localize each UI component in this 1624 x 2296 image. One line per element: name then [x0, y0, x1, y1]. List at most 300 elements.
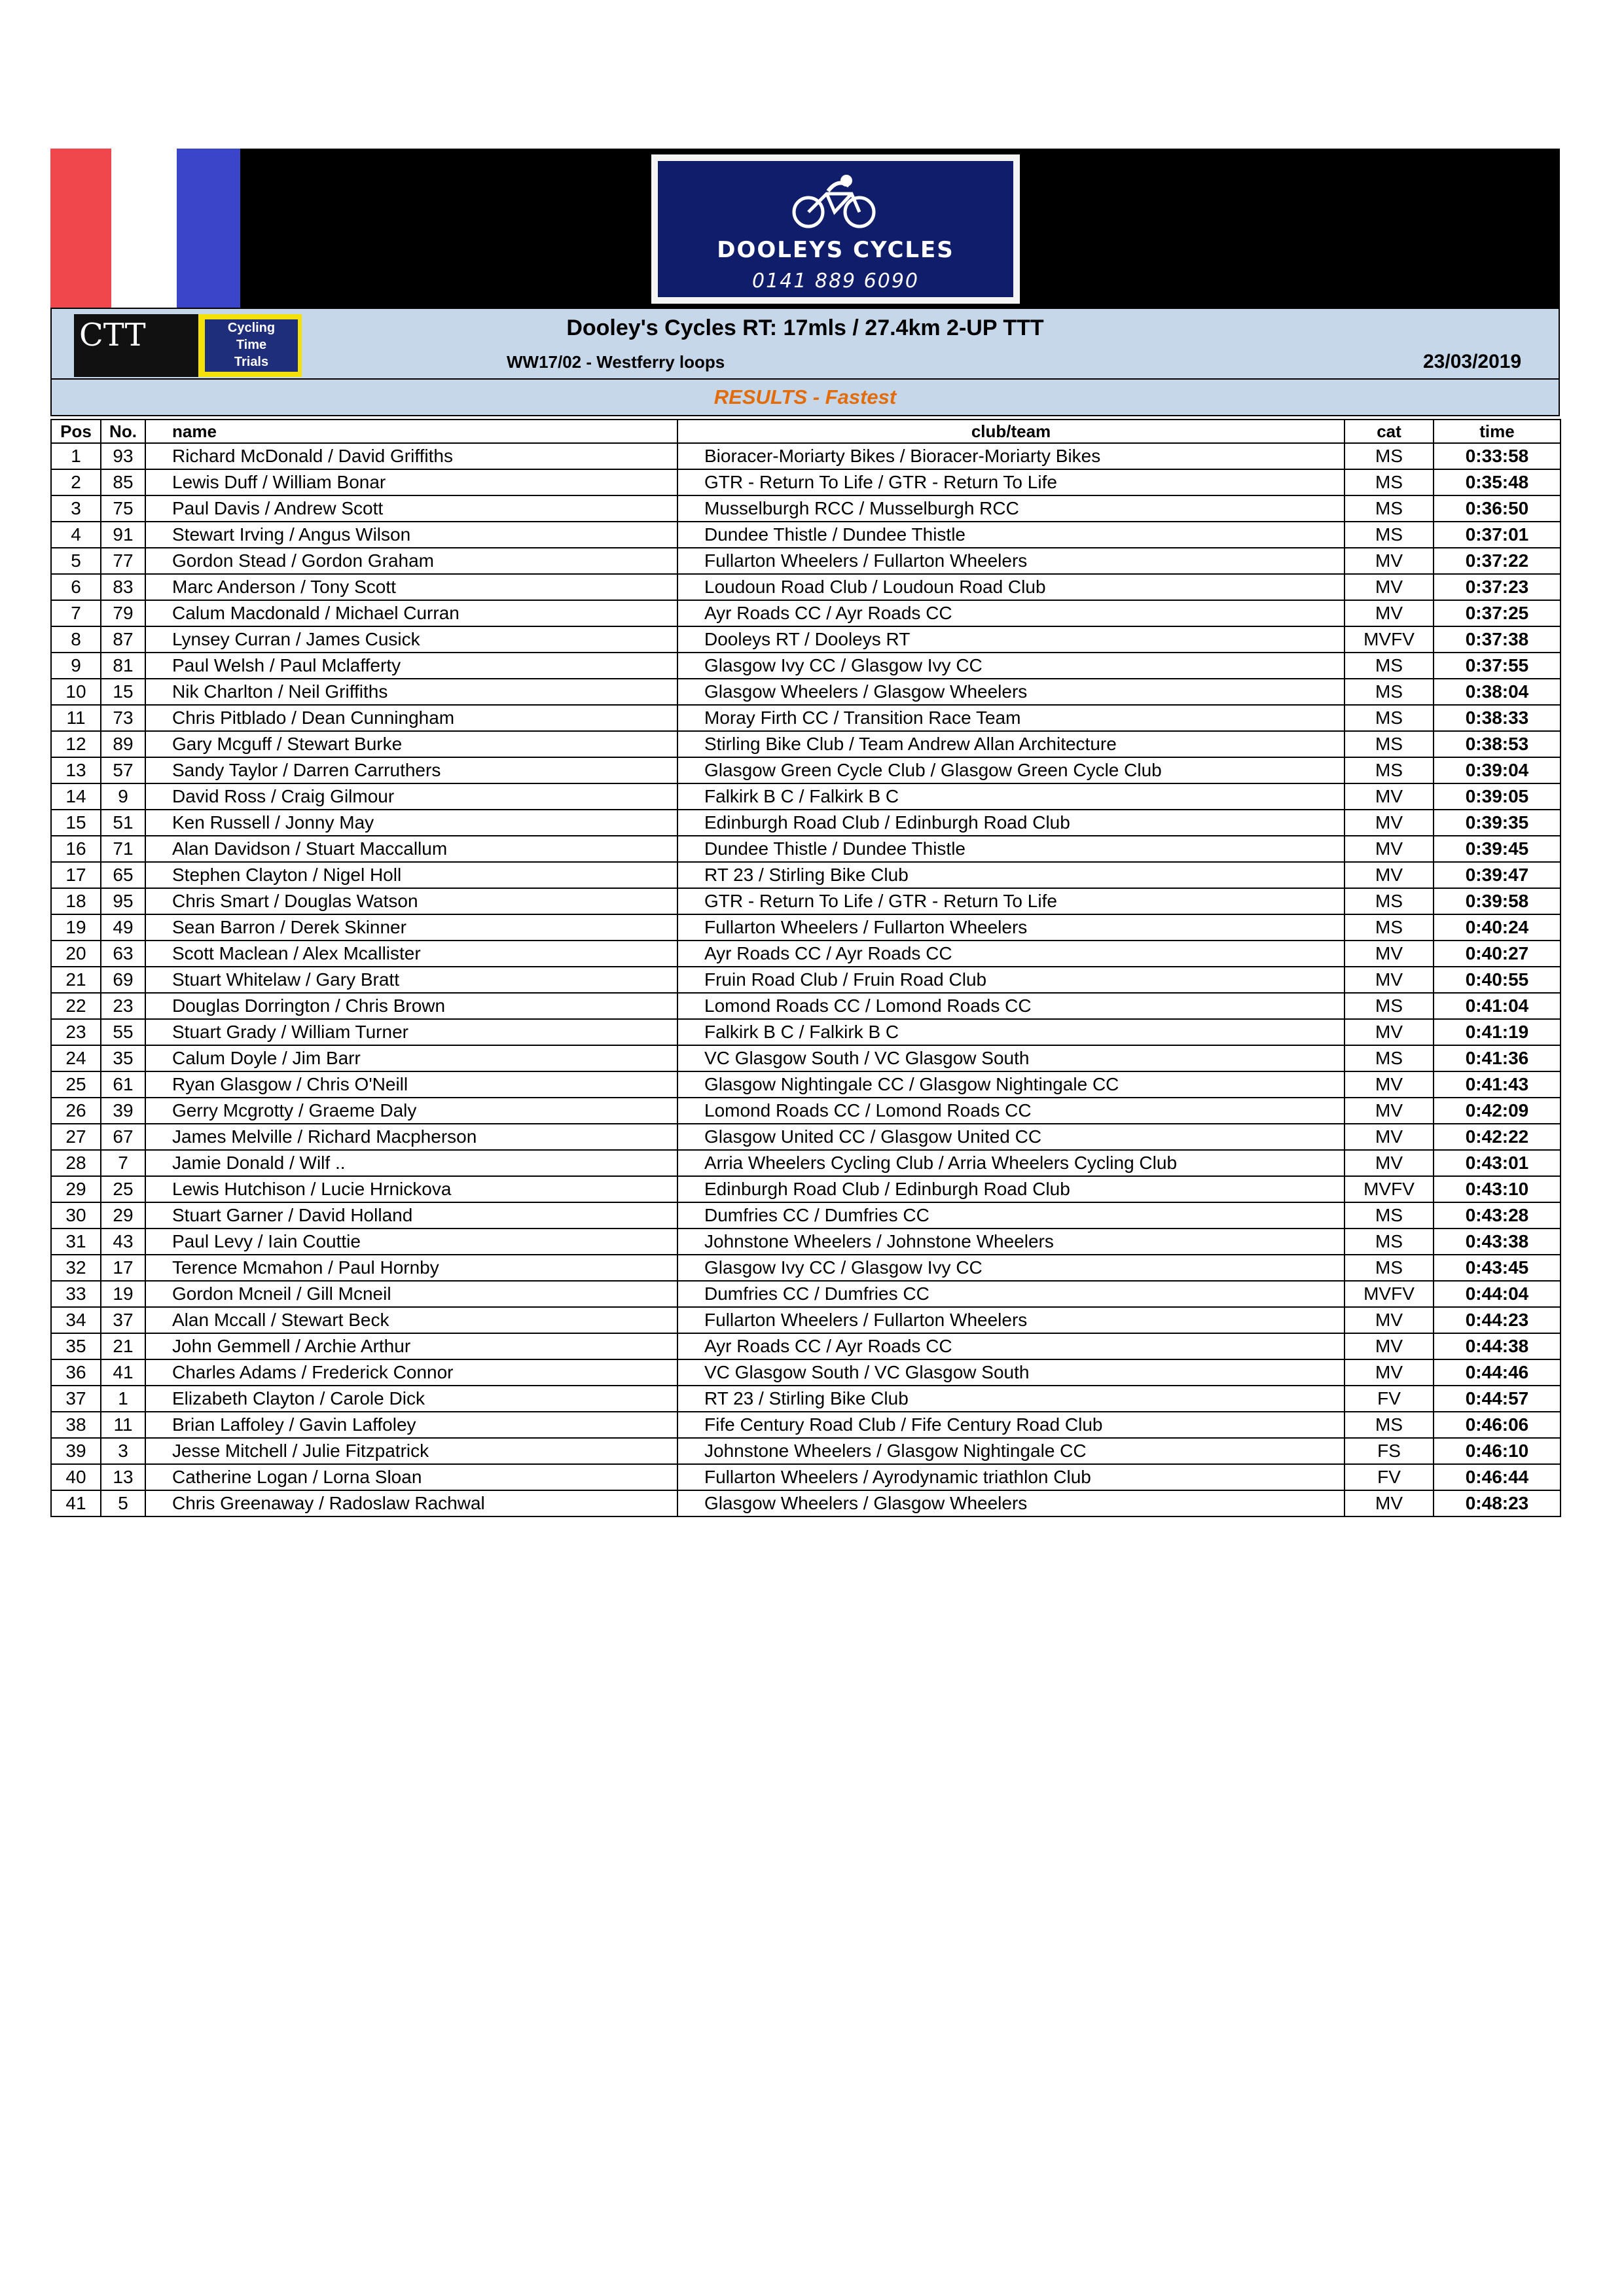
cell-pos: 21	[51, 967, 101, 993]
cell-pos: 39	[51, 1438, 101, 1464]
cell-club: Stirling Bike Club / Team Andrew Allan Architecture	[677, 731, 1344, 757]
cell-club: Falkirk B C / Falkirk B C	[677, 783, 1344, 810]
cell-pos: 16	[51, 836, 101, 862]
cell-club: Johnstone Wheelers / Johnstone Wheelers	[677, 1229, 1344, 1255]
cell-club: Dundee Thistle / Dundee Thistle	[677, 522, 1344, 548]
cell-pos: 10	[51, 679, 101, 705]
cell-time: 0:44:04	[1434, 1281, 1561, 1307]
cell-number: 67	[101, 1124, 145, 1150]
cell-name: Douglas Dorrington / Chris Brown	[145, 993, 677, 1019]
cell-club: Glasgow Ivy CC / Glasgow Ivy CC	[677, 653, 1344, 679]
cell-number: 81	[101, 653, 145, 679]
cell-club: Glasgow United CC / Glasgow United CC	[677, 1124, 1344, 1150]
cell-number: 25	[101, 1176, 145, 1202]
cell-time: 0:33:58	[1434, 443, 1561, 469]
cell-cat: MV	[1344, 1098, 1434, 1124]
cell-cat: MV	[1344, 1307, 1434, 1333]
cell-time: 0:38:33	[1434, 705, 1561, 731]
sponsor-name: DOOLEYS CYCLES	[717, 237, 954, 263]
table-row	[51, 1438, 1561, 1464]
ctt-letters: CTT	[79, 317, 146, 353]
cell-pos: 38	[51, 1412, 101, 1438]
table-row	[51, 941, 1561, 967]
cell-name: Brian Laffoley / Gavin Laffoley	[145, 1412, 677, 1438]
cell-number: 91	[101, 522, 145, 548]
cell-number: 89	[101, 731, 145, 757]
cell-cat: MS	[1344, 888, 1434, 914]
ctt-caption-line: Cycling	[227, 321, 276, 335]
cell-number: 3	[101, 1438, 145, 1464]
cell-club: Loudoun Road Club / Loudoun Road Club	[677, 574, 1344, 600]
title-panel	[50, 308, 1560, 380]
cell-cat: MV	[1344, 967, 1434, 993]
cell-number: 63	[101, 941, 145, 967]
cell-number: 79	[101, 600, 145, 626]
cell-cat: MS	[1344, 653, 1434, 679]
cell-cat: MS	[1344, 914, 1434, 941]
cell-club: Ayr Roads CC / Ayr Roads CC	[677, 1333, 1344, 1359]
table-row	[51, 1307, 1561, 1333]
cell-club: Fullarton Wheelers / Fullarton Wheelers	[677, 548, 1344, 574]
table-row	[51, 1150, 1561, 1176]
cell-number: 41	[101, 1359, 145, 1386]
cell-time: 0:35:48	[1434, 469, 1561, 495]
cell-cat: MV	[1344, 1490, 1434, 1516]
table-row	[51, 1176, 1561, 1202]
sponsor-logo	[658, 161, 1013, 297]
cell-time: 0:43:45	[1434, 1255, 1561, 1281]
cell-cat: MV	[1344, 1124, 1434, 1150]
column-header-name: name	[145, 420, 677, 443]
table-row	[51, 1464, 1561, 1490]
cell-pos: 5	[51, 548, 101, 574]
cell-pos: 17	[51, 862, 101, 888]
cell-cat: MS	[1344, 495, 1434, 522]
cell-cat: MVFV	[1344, 1281, 1434, 1307]
cell-number: 93	[101, 443, 145, 469]
cell-cat: MV	[1344, 810, 1434, 836]
cell-name: Stewart Irving / Angus Wilson	[145, 522, 677, 548]
cell-time: 0:38:04	[1434, 679, 1561, 705]
cell-pos: 9	[51, 653, 101, 679]
cell-number: 51	[101, 810, 145, 836]
cell-club: Musselburgh RCC / Musselburgh RCC	[677, 495, 1344, 522]
cell-number: 23	[101, 993, 145, 1019]
cell-name: Charles Adams / Frederick Connor	[145, 1359, 677, 1386]
cell-time: 0:40:24	[1434, 914, 1561, 941]
cell-club: RT 23 / Stirling Bike Club	[677, 862, 1344, 888]
cell-time: 0:39:35	[1434, 810, 1561, 836]
cell-time: 0:41:19	[1434, 1019, 1561, 1045]
table-row	[51, 469, 1561, 495]
cell-club: Falkirk B C / Falkirk B C	[677, 1019, 1344, 1045]
cell-cat: MV	[1344, 574, 1434, 600]
cell-number: 61	[101, 1071, 145, 1098]
page-title: Dooley's Cycles RT: 17mls / 27.4km 2-UP TTT	[566, 315, 1044, 340]
cell-time: 0:44:23	[1434, 1307, 1561, 1333]
flag-red-stripe	[50, 149, 111, 308]
cell-club: Glasgow Wheelers / Glasgow Wheelers	[677, 679, 1344, 705]
cell-cat: MV	[1344, 1071, 1434, 1098]
cell-time: 0:38:53	[1434, 731, 1561, 757]
cell-cat: MV	[1344, 941, 1434, 967]
cell-club: Arria Wheelers Cycling Club / Arria Wheelers Cycling Club	[677, 1150, 1344, 1176]
cell-club: GTR - Return To Life / GTR - Return To Life	[677, 469, 1344, 495]
event-date: 23/03/2019	[1423, 351, 1522, 372]
cell-name: Stuart Whitelaw / Gary Bratt	[145, 967, 677, 993]
column-header-pos: Pos	[51, 420, 101, 443]
cell-name: Jesse Mitchell / Julie Fitzpatrick	[145, 1438, 677, 1464]
cell-number: 69	[101, 967, 145, 993]
cell-time: 0:39:45	[1434, 836, 1561, 862]
cell-name: Elizabeth Clayton / Carole Dick	[145, 1386, 677, 1412]
cell-time: 0:43:10	[1434, 1176, 1561, 1202]
table-row	[51, 574, 1561, 600]
table-row	[51, 626, 1561, 653]
table-row	[51, 705, 1561, 731]
cell-cat: FV	[1344, 1464, 1434, 1490]
cell-pos: 25	[51, 1071, 101, 1098]
cell-name: Chris Greenaway / Radoslaw Rachwal	[145, 1490, 677, 1516]
cell-cat: MV	[1344, 783, 1434, 810]
table-row	[51, 862, 1561, 888]
cell-name: Lewis Duff / William Bonar	[145, 469, 677, 495]
cell-time: 0:37:01	[1434, 522, 1561, 548]
cell-pos: 15	[51, 810, 101, 836]
cell-time: 0:41:43	[1434, 1071, 1561, 1098]
cell-name: Paul Welsh / Paul Mclafferty	[145, 653, 677, 679]
cell-number: 43	[101, 1229, 145, 1255]
cell-cat: MS	[1344, 1255, 1434, 1281]
cell-time: 0:46:44	[1434, 1464, 1561, 1490]
cell-pos: 14	[51, 783, 101, 810]
cell-cat: MS	[1344, 993, 1434, 1019]
cell-club: Fife Century Road Club / Fife Century Road Club	[677, 1412, 1344, 1438]
cell-number: 85	[101, 469, 145, 495]
cell-club: VC Glasgow South / VC Glasgow South	[677, 1045, 1344, 1071]
cell-pos: 41	[51, 1490, 101, 1516]
cell-name: Chris Pitblado / Dean Cunningham	[145, 705, 677, 731]
cell-time: 0:40:55	[1434, 967, 1561, 993]
cell-cat: MS	[1344, 1229, 1434, 1255]
cell-pos: 1	[51, 443, 101, 469]
cell-time: 0:41:04	[1434, 993, 1561, 1019]
cell-time: 0:39:47	[1434, 862, 1561, 888]
cell-time: 0:37:38	[1434, 626, 1561, 653]
cell-name: Paul Levy / Iain Couttie	[145, 1229, 677, 1255]
table-row	[51, 1124, 1561, 1150]
cell-cat: MV	[1344, 1150, 1434, 1176]
cell-time: 0:46:10	[1434, 1438, 1561, 1464]
cell-club: Fruin Road Club / Fruin Road Club	[677, 967, 1344, 993]
table-row	[51, 1229, 1561, 1255]
bicycle-icon	[789, 171, 880, 234]
cell-pos: 35	[51, 1333, 101, 1359]
cell-cat: MV	[1344, 836, 1434, 862]
cell-club: Lomond Roads CC / Lomond Roads CC	[677, 1098, 1344, 1124]
cell-club: Johnstone Wheelers / Glasgow Nightingale CC	[677, 1438, 1344, 1464]
cell-pos: 7	[51, 600, 101, 626]
cell-club: Moray Firth CC / Transition Race Team	[677, 705, 1344, 731]
cell-club: Dooleys RT / Dooleys RT	[677, 626, 1344, 653]
cell-number: 35	[101, 1045, 145, 1071]
cell-pos: 18	[51, 888, 101, 914]
cell-pos: 36	[51, 1359, 101, 1386]
cell-club: Ayr Roads CC / Ayr Roads CC	[677, 941, 1344, 967]
table-row	[51, 967, 1561, 993]
table-row	[51, 783, 1561, 810]
cell-pos: 22	[51, 993, 101, 1019]
cell-number: 15	[101, 679, 145, 705]
cell-name: Gordon Stead / Gordon Graham	[145, 548, 677, 574]
table-row	[51, 993, 1561, 1019]
cell-cat: MS	[1344, 1045, 1434, 1071]
cell-club: Glasgow Nightingale CC / Glasgow Nightingale CC	[677, 1071, 1344, 1098]
cell-name: Calum Doyle / Jim Barr	[145, 1045, 677, 1071]
cell-number: 13	[101, 1464, 145, 1490]
column-header-club: club/team	[677, 420, 1344, 443]
cell-pos: 34	[51, 1307, 101, 1333]
cell-cat: MV	[1344, 548, 1434, 574]
cell-club: Glasgow Green Cycle Club / Glasgow Green Cycle Club	[677, 757, 1344, 783]
cell-number: 49	[101, 914, 145, 941]
table-row	[51, 1202, 1561, 1229]
sponsor-logo-frame	[651, 154, 1020, 304]
cell-club: GTR - Return To Life / GTR - Return To Life	[677, 888, 1344, 914]
cell-cat: MS	[1344, 522, 1434, 548]
cell-name: Ryan Glasgow / Chris O'Neill	[145, 1071, 677, 1098]
cell-number: 1	[101, 1386, 145, 1412]
column-header-no: No.	[101, 420, 145, 443]
cell-pos: 23	[51, 1019, 101, 1045]
cell-pos: 8	[51, 626, 101, 653]
table-row	[51, 1071, 1561, 1098]
banner	[50, 149, 1560, 308]
cell-pos: 2	[51, 469, 101, 495]
table-row	[51, 888, 1561, 914]
cell-name: Lynsey Curran / James Cusick	[145, 626, 677, 653]
cell-time: 0:42:22	[1434, 1124, 1561, 1150]
cell-club: Dumfries CC / Dumfries CC	[677, 1202, 1344, 1229]
cell-cat: MS	[1344, 1202, 1434, 1229]
cell-club: Dumfries CC / Dumfries CC	[677, 1281, 1344, 1307]
table-row	[51, 600, 1561, 626]
cell-club: Glasgow Ivy CC / Glasgow Ivy CC	[677, 1255, 1344, 1281]
cell-number: 55	[101, 1019, 145, 1045]
cell-name: David Ross / Craig Gilmour	[145, 783, 677, 810]
cell-club: RT 23 / Stirling Bike Club	[677, 1386, 1344, 1412]
cell-number: 39	[101, 1098, 145, 1124]
cell-cat: MS	[1344, 469, 1434, 495]
cell-name: Sandy Taylor / Darren Carruthers	[145, 757, 677, 783]
table-row	[51, 914, 1561, 941]
table-row	[51, 1359, 1561, 1386]
table-row	[51, 548, 1561, 574]
cell-name: Marc Anderson / Tony Scott	[145, 574, 677, 600]
cell-cat: MS	[1344, 757, 1434, 783]
cell-number: 57	[101, 757, 145, 783]
cell-pos: 37	[51, 1386, 101, 1412]
cell-number: 37	[101, 1307, 145, 1333]
cell-name: Stuart Garner / David Holland	[145, 1202, 677, 1229]
cell-club: Bioracer-Moriarty Bikes / Bioracer-Moriarty Bikes	[677, 443, 1344, 469]
cell-club: VC Glasgow South / VC Glasgow South	[677, 1359, 1344, 1386]
cell-time: 0:37:25	[1434, 600, 1561, 626]
cell-pos: 11	[51, 705, 101, 731]
cell-cat: MS	[1344, 731, 1434, 757]
cell-cat: MV	[1344, 1333, 1434, 1359]
cell-time: 0:48:23	[1434, 1490, 1561, 1516]
table-row	[51, 495, 1561, 522]
cell-time: 0:43:01	[1434, 1150, 1561, 1176]
cell-name: Catherine Logan / Lorna Sloan	[145, 1464, 677, 1490]
ctt-caption-line: Trials	[234, 355, 269, 369]
cell-time: 0:44:46	[1434, 1359, 1561, 1386]
cell-pos: 19	[51, 914, 101, 941]
cell-pos: 29	[51, 1176, 101, 1202]
sponsor-phone: 0141 889 6090	[751, 270, 920, 293]
cell-club: Glasgow Wheelers / Glasgow Wheelers	[677, 1490, 1344, 1516]
table-row	[51, 836, 1561, 862]
cell-number: 17	[101, 1255, 145, 1281]
event-subtitle: WW17/02 - Westferry loops	[507, 352, 725, 372]
cell-time: 0:44:57	[1434, 1386, 1561, 1412]
column-header-time: time	[1434, 420, 1561, 443]
cell-cat: MS	[1344, 443, 1434, 469]
ctt-caption-line: Time	[236, 338, 267, 352]
cell-club: Dundee Thistle / Dundee Thistle	[677, 836, 1344, 862]
cell-time: 0:41:36	[1434, 1045, 1561, 1071]
cell-club: Edinburgh Road Club / Edinburgh Road Club	[677, 1176, 1344, 1202]
cell-name: Scott Maclean / Alex Mcallister	[145, 941, 677, 967]
cell-time: 0:43:38	[1434, 1229, 1561, 1255]
flag-blue-stripe	[177, 149, 240, 308]
cell-number: 83	[101, 574, 145, 600]
cell-pos: 30	[51, 1202, 101, 1229]
cell-pos: 26	[51, 1098, 101, 1124]
cell-cat: MV	[1344, 862, 1434, 888]
cell-name: Sean Barron / Derek Skinner	[145, 914, 677, 941]
cell-name: Chris Smart / Douglas Watson	[145, 888, 677, 914]
table-row	[51, 443, 1561, 469]
cell-pos: 27	[51, 1124, 101, 1150]
cell-pos: 6	[51, 574, 101, 600]
cell-number: 65	[101, 862, 145, 888]
table-row	[51, 1019, 1561, 1045]
cell-name: Jamie Donald / Wilf ..	[145, 1150, 677, 1176]
cell-name: Richard McDonald / David Griffiths	[145, 443, 677, 469]
cell-name: Gary Mcguff / Stewart Burke	[145, 731, 677, 757]
cell-time: 0:37:55	[1434, 653, 1561, 679]
cell-pos: 32	[51, 1255, 101, 1281]
cell-time: 0:36:50	[1434, 495, 1561, 522]
cell-pos: 20	[51, 941, 101, 967]
cell-pos: 24	[51, 1045, 101, 1071]
cell-name: Alan Mccall / Stewart Beck	[145, 1307, 677, 1333]
cell-number: 11	[101, 1412, 145, 1438]
cell-time: 0:39:05	[1434, 783, 1561, 810]
table-row	[51, 757, 1561, 783]
cell-pos: 28	[51, 1150, 101, 1176]
cell-pos: 12	[51, 731, 101, 757]
cell-cat: MVFV	[1344, 626, 1434, 653]
cell-name: Stephen Clayton / Nigel Holl	[145, 862, 677, 888]
cell-time: 0:44:38	[1434, 1333, 1561, 1359]
cell-club: Fullarton Wheelers / Fullarton Wheelers	[677, 1307, 1344, 1333]
cell-name: Calum Macdonald / Michael Curran	[145, 600, 677, 626]
cell-name: Terence Mcmahon / Paul Hornby	[145, 1255, 677, 1281]
table-row	[51, 522, 1561, 548]
cell-name: James Melville / Richard Macpherson	[145, 1124, 677, 1150]
cell-cat: MS	[1344, 1412, 1434, 1438]
cell-name: Gerry Mcgrotty / Graeme Daly	[145, 1098, 677, 1124]
table-row	[51, 1490, 1561, 1516]
cell-number: 5	[101, 1490, 145, 1516]
cell-club: Fullarton Wheelers / Fullarton Wheelers	[677, 914, 1344, 941]
cell-name: Lewis Hutchison / Lucie Hrnickova	[145, 1176, 677, 1202]
cell-time: 0:42:09	[1434, 1098, 1561, 1124]
cell-cat: MV	[1344, 1359, 1434, 1386]
cell-cat: MS	[1344, 679, 1434, 705]
cell-club: Ayr Roads CC / Ayr Roads CC	[677, 600, 1344, 626]
cell-number: 19	[101, 1281, 145, 1307]
cell-name: Paul Davis / Andrew Scott	[145, 495, 677, 522]
cell-number: 77	[101, 548, 145, 574]
cell-time: 0:37:22	[1434, 548, 1561, 574]
cell-name: Nik Charlton / Neil Griffiths	[145, 679, 677, 705]
cell-cat: FS	[1344, 1438, 1434, 1464]
cell-number: 29	[101, 1202, 145, 1229]
results-label: RESULTS - Fastest	[50, 380, 1560, 416]
cell-number: 73	[101, 705, 145, 731]
table-row	[51, 1098, 1561, 1124]
cell-time: 0:43:28	[1434, 1202, 1561, 1229]
table-header-row	[51, 420, 1561, 443]
table-row	[51, 1255, 1561, 1281]
cell-pos: 31	[51, 1229, 101, 1255]
table-row	[51, 731, 1561, 757]
table-row	[51, 1045, 1561, 1071]
cell-pos: 40	[51, 1464, 101, 1490]
cell-number: 21	[101, 1333, 145, 1359]
cell-number: 71	[101, 836, 145, 862]
cell-club: Edinburgh Road Club / Edinburgh Road Club	[677, 810, 1344, 836]
table-row	[51, 810, 1561, 836]
cell-time: 0:39:58	[1434, 888, 1561, 914]
cell-cat: MV	[1344, 1019, 1434, 1045]
cell-time: 0:39:04	[1434, 757, 1561, 783]
cell-cat: FV	[1344, 1386, 1434, 1412]
results-body	[51, 443, 1561, 1516]
cell-name: Ken Russell / Jonny May	[145, 810, 677, 836]
table-row	[51, 1281, 1561, 1307]
cell-pos: 33	[51, 1281, 101, 1307]
cell-pos: 4	[51, 522, 101, 548]
cell-number: 9	[101, 783, 145, 810]
cell-club: Lomond Roads CC / Lomond Roads CC	[677, 993, 1344, 1019]
column-header-cat: cat	[1344, 420, 1434, 443]
cell-club: Fullarton Wheelers / Ayrodynamic triathlon Club	[677, 1464, 1344, 1490]
cell-name: John Gemmell / Archie Arthur	[145, 1333, 677, 1359]
cell-pos: 3	[51, 495, 101, 522]
table-row	[51, 1412, 1561, 1438]
cell-number: 95	[101, 888, 145, 914]
cell-name: Alan Davidson / Stuart Maccallum	[145, 836, 677, 862]
cell-time: 0:37:23	[1434, 574, 1561, 600]
table-row	[51, 1386, 1561, 1412]
table-row	[51, 653, 1561, 679]
cell-time: 0:46:06	[1434, 1412, 1561, 1438]
